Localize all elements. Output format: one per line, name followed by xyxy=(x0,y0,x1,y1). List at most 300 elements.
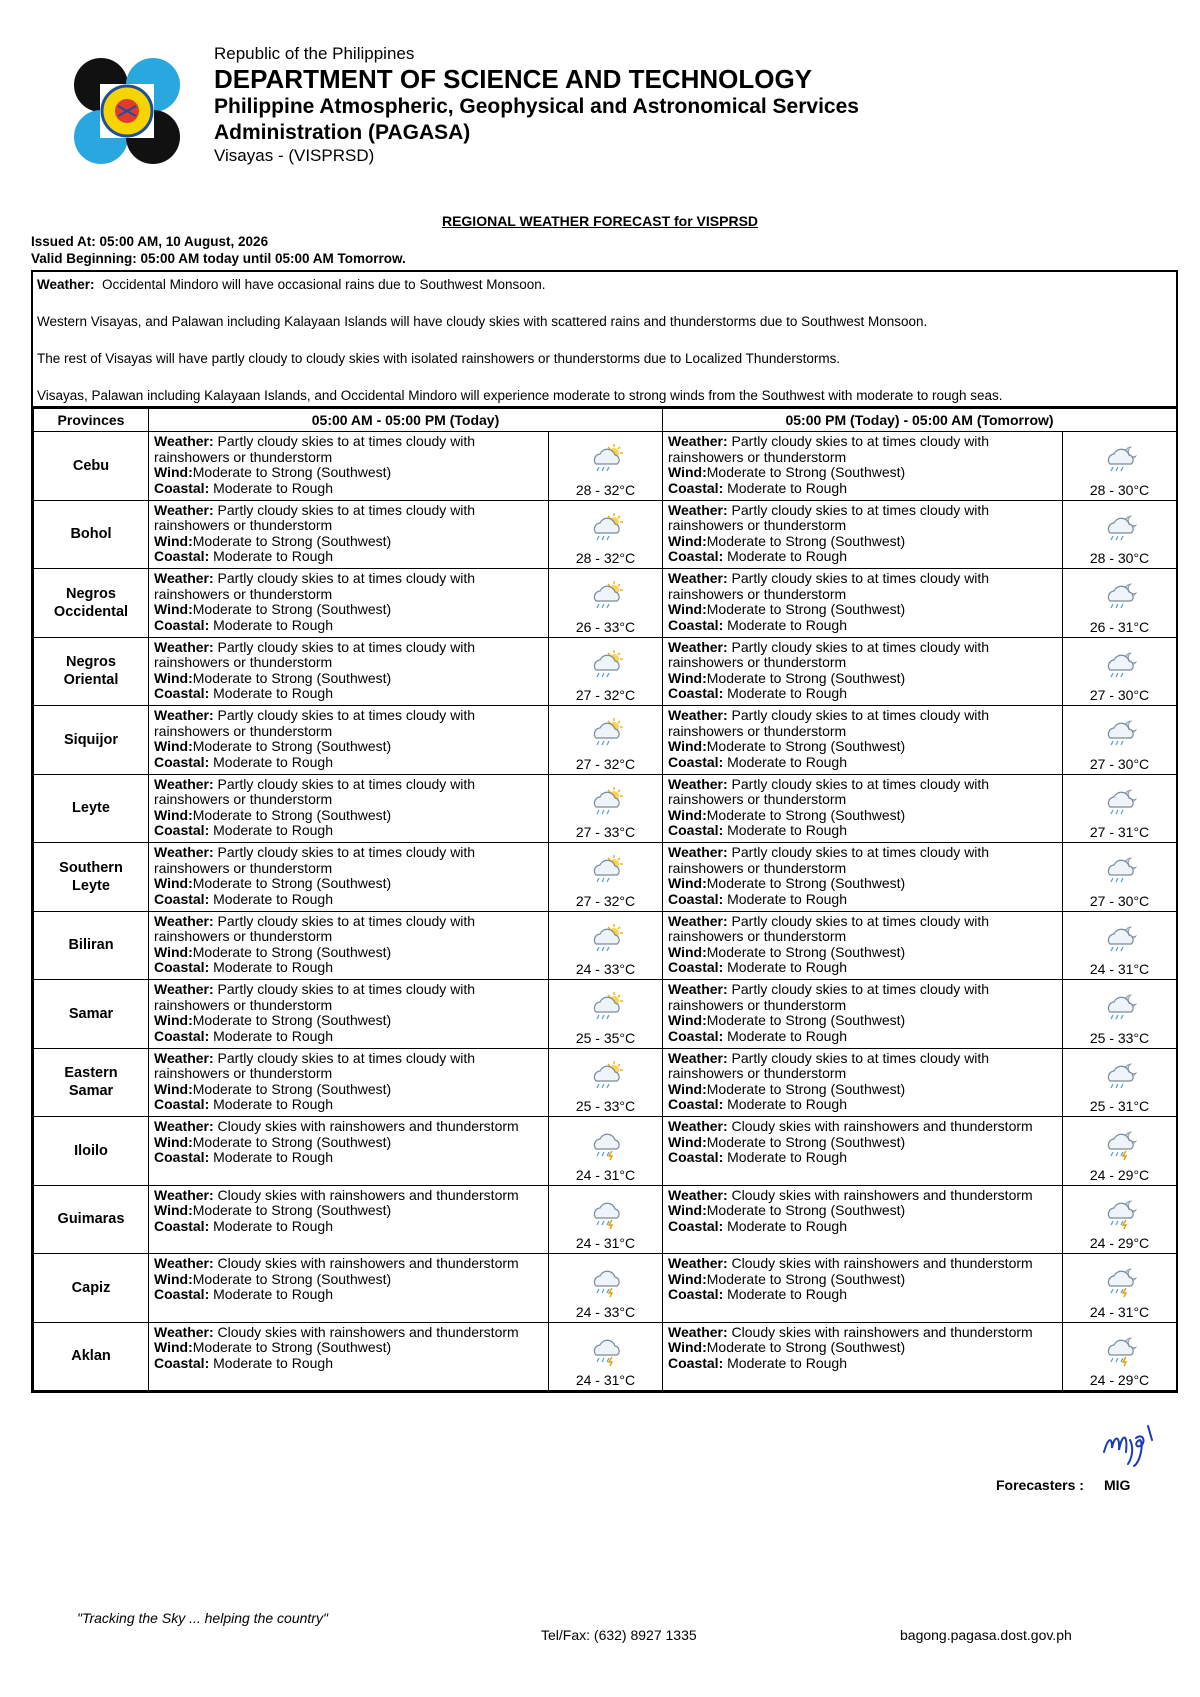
today-forecast-cell xyxy=(149,637,549,706)
coastal-text: Moderate to Rough xyxy=(213,959,333,975)
coastal-label: Coastal: xyxy=(154,1354,210,1371)
province-label: Southern Leyte xyxy=(59,859,123,894)
wind-label: Wind: xyxy=(154,1080,193,1097)
weather-label: Weather: xyxy=(154,1049,214,1066)
weather-icon-cell xyxy=(549,843,663,912)
wind-text: Moderate to Strong (Southwest) xyxy=(192,601,392,617)
weather-icon-cell xyxy=(1063,843,1177,912)
weather-icon-cell xyxy=(549,1185,663,1254)
coastal-text: Moderate to Rough xyxy=(727,685,847,701)
forecasters-value: MIG xyxy=(1103,1477,1131,1493)
wind-label: Wind: xyxy=(154,464,193,480)
temperature-range: 28 - 32°C xyxy=(575,481,636,498)
temperature-range: 25 - 33°C xyxy=(575,1098,636,1114)
synopsis-line-4: Visayas, Palawan including Kalayaan Islands, and Occidental Mindoro will experience moderate to strong winds from the Southwest with moderate to rough seas. xyxy=(37,388,1003,403)
temperature-range: 26 - 31°C xyxy=(1089,618,1150,635)
forecast-table xyxy=(33,408,1177,1391)
coastal-text: Moderate to Rough xyxy=(727,1354,847,1371)
weather-icon-cell xyxy=(549,432,663,501)
temperature-range: 24 - 29°C xyxy=(1089,1166,1150,1183)
weather-label: Weather: xyxy=(668,501,728,518)
synopsis-line-1 xyxy=(37,276,1172,293)
today-forecast-cell xyxy=(149,980,549,1049)
weather-label: Weather: xyxy=(154,638,214,655)
wind-label: Wind: xyxy=(154,601,193,617)
wind-label: Wind: xyxy=(154,875,193,891)
cloudy-rain-thunder-icon xyxy=(587,1333,625,1367)
weather-text: Cloudy skies with rainshowers and thunderstorm xyxy=(217,1323,519,1340)
coastal-text: Moderate to Rough xyxy=(213,890,333,907)
col-header-today: 05:00 AM - 05:00 PM (Today) xyxy=(149,409,663,432)
weather-icon-cell xyxy=(549,569,663,638)
province-name xyxy=(34,774,149,843)
today-forecast-cell xyxy=(149,500,549,569)
weather-text: Partly cloudy skies to at times cloudy with rainshowers or thunderstorm xyxy=(154,433,476,465)
weather-text: Partly cloudy skies to at times cloudy with rainshowers or thunderstorm xyxy=(154,707,476,739)
wind-label: Wind: xyxy=(154,669,193,686)
table-row xyxy=(34,500,1177,569)
coastal-label: Coastal: xyxy=(668,753,724,770)
weather-icon-cell xyxy=(549,637,663,706)
table-row xyxy=(34,432,1177,501)
province-name xyxy=(34,843,149,912)
weather-label: Weather: xyxy=(668,775,728,792)
province-label: Aklan xyxy=(71,1348,111,1365)
province-name xyxy=(34,1322,149,1391)
weather-text: Partly cloudy skies to at times cloudy with rainshowers or thunderstorm xyxy=(668,981,990,1013)
weather-label: Weather: xyxy=(668,433,728,449)
coastal-label: Coastal: xyxy=(154,548,210,564)
weather-icon-cell xyxy=(549,1322,663,1391)
weather-icon-cell xyxy=(1063,1185,1177,1254)
weather-label: Weather: xyxy=(154,433,214,449)
coastal-label: Coastal: xyxy=(668,548,724,564)
region-name: Visayas - (VISPRSD) xyxy=(214,146,375,165)
wind-text: Moderate to Strong (Southwest) xyxy=(192,1270,392,1287)
weather-text: Partly cloudy skies to at times cloudy with rainshowers or thunderstorm xyxy=(154,638,476,670)
wind-text: Moderate to Strong (Southwest) xyxy=(706,1133,906,1150)
coastal-label: Coastal: xyxy=(154,1096,210,1112)
province-name xyxy=(34,637,149,706)
partly-cloudy-night-rain-icon xyxy=(1101,511,1139,545)
wind-label: Wind: xyxy=(668,1133,707,1150)
coastal-label: Coastal: xyxy=(668,822,724,838)
wind-label: Wind: xyxy=(668,601,707,617)
coastal-label: Coastal: xyxy=(668,1286,724,1302)
temperature-range: 24 - 31°C xyxy=(575,1372,636,1388)
weather-text: Partly cloudy skies to at times cloudy with rainshowers or thunderstorm xyxy=(668,912,990,944)
coastal-label: Coastal: xyxy=(668,890,724,907)
temperature-range: 27 - 31°C xyxy=(1089,824,1150,840)
temperature-range: 24 - 33°C xyxy=(575,1303,636,1320)
weather-text: Partly cloudy skies to at times cloudy with rainshowers or thunderstorm xyxy=(154,775,476,807)
temperature-range: 28 - 30°C xyxy=(1089,481,1150,498)
temperature-range: 27 - 30°C xyxy=(1089,687,1150,703)
wind-label: Wind: xyxy=(668,532,707,549)
weather-icon-cell xyxy=(1063,1322,1177,1391)
coastal-text: Moderate to Rough xyxy=(213,685,333,701)
weather-text: Partly cloudy skies to at times cloudy with rainshowers or thunderstorm xyxy=(154,844,476,876)
coastal-label: Coastal: xyxy=(668,1027,724,1044)
wind-text: Moderate to Strong (Southwest) xyxy=(192,806,392,823)
coastal-text: Moderate to Rough xyxy=(727,822,847,838)
cloudy-night-rain-thunder-icon xyxy=(1101,1127,1139,1161)
coastal-label: Coastal: xyxy=(154,753,210,770)
wind-label: Wind: xyxy=(668,875,707,891)
coastal-label: Coastal: xyxy=(154,822,210,838)
wind-text: Moderate to Strong (Southwest) xyxy=(706,464,906,480)
coastal-text: Moderate to Rough xyxy=(213,1027,333,1044)
wind-label: Wind: xyxy=(668,1339,707,1355)
website-link[interactable]: bagong.pagasa.dost.gov.ph xyxy=(900,1627,1072,1643)
coastal-text: Moderate to Rough xyxy=(213,1217,333,1234)
wind-text: Moderate to Strong (Southwest) xyxy=(192,532,392,549)
wind-text: Moderate to Strong (Southwest) xyxy=(706,532,906,549)
cloudy-rain-thunder-icon xyxy=(587,1127,625,1161)
weather-icon-cell xyxy=(1063,774,1177,843)
weather-icon-cell xyxy=(1063,706,1177,775)
weather-text: Cloudy skies with rainshowers and thunderstorm xyxy=(731,1118,1033,1134)
wind-label: Wind: xyxy=(154,1339,193,1355)
province-label: Biliran xyxy=(68,937,114,954)
coastal-text: Moderate to Rough xyxy=(213,822,333,838)
province-name xyxy=(34,1254,149,1323)
weather-label: Weather: xyxy=(154,570,214,586)
partly-cloudy-day-rain-icon xyxy=(587,442,625,476)
wind-text: Moderate to Strong (Southwest) xyxy=(192,1339,392,1355)
col-header-tonight: 05:00 PM (Today) - 05:00 AM (Tomorrow) xyxy=(663,409,1177,432)
province-name xyxy=(34,500,149,569)
province-name xyxy=(34,569,149,638)
province-label: Capiz xyxy=(71,1279,111,1296)
weather-label: Weather: xyxy=(668,1186,728,1203)
coastal-label: Coastal: xyxy=(668,1096,724,1112)
coastal-label: Coastal: xyxy=(154,616,210,633)
weather-text: Partly cloudy skies to at times cloudy with rainshowers or thunderstorm xyxy=(154,912,476,944)
cloudy-night-rain-thunder-icon xyxy=(1101,1196,1139,1230)
wind-label: Wind: xyxy=(668,464,707,480)
weather-text: Partly cloudy skies to at times cloudy with rainshowers or thunderstorm xyxy=(668,638,990,670)
weather-icon-cell xyxy=(1063,637,1177,706)
partly-cloudy-night-rain-icon xyxy=(1101,785,1139,819)
coastal-label: Coastal: xyxy=(668,685,724,701)
col-header-provinces: Provinces xyxy=(34,409,149,432)
wind-text: Moderate to Strong (Southwest) xyxy=(192,1133,392,1150)
coastal-text: Moderate to Rough xyxy=(727,616,847,633)
province-label: Cebu xyxy=(72,457,110,474)
wind-text: Moderate to Strong (Southwest) xyxy=(706,943,906,960)
coastal-label: Coastal: xyxy=(154,1217,210,1234)
coastal-label: Coastal: xyxy=(668,616,724,633)
table-row xyxy=(34,774,1177,843)
weather-icon-cell xyxy=(1063,500,1177,569)
weather-label: Weather: xyxy=(668,1118,728,1134)
wind-text: Moderate to Strong (Southwest) xyxy=(192,875,392,891)
synopsis-line-3: The rest of Visayas will have partly cloudy to cloudy skies with isolated rainshowers or thunderstorms due to Localized Thunderstorms. xyxy=(37,351,841,366)
province-label: Samar xyxy=(68,1005,114,1022)
tonight-forecast-cell xyxy=(663,980,1063,1049)
today-forecast-cell xyxy=(149,1117,549,1186)
temperature-range: 24 - 31°C xyxy=(575,1166,636,1183)
temperature-range: 25 - 31°C xyxy=(1089,1098,1150,1114)
partly-cloudy-night-rain-icon xyxy=(1101,442,1139,476)
partly-cloudy-night-rain-icon xyxy=(1101,922,1139,956)
coastal-text: Moderate to Rough xyxy=(727,959,847,975)
temperature-range: 26 - 33°C xyxy=(575,618,636,635)
wind-text: Moderate to Strong (Southwest) xyxy=(192,464,392,480)
weather-icon-cell xyxy=(1063,1048,1177,1117)
weather-label: Weather: xyxy=(154,912,214,929)
partly-cloudy-night-rain-icon xyxy=(1101,1059,1139,1093)
weather-text: Partly cloudy skies to at times cloudy with rainshowers or thunderstorm xyxy=(154,981,476,1013)
temperature-range: 24 - 31°C xyxy=(575,1235,636,1251)
wind-label: Wind: xyxy=(154,1270,193,1287)
wind-label: Wind: xyxy=(154,806,193,823)
synopsis-text-1: Occidental Mindoro will have occasional rains due to Southwest Monsoon. xyxy=(102,277,546,292)
wind-text: Moderate to Strong (Southwest) xyxy=(706,738,906,754)
province-name xyxy=(34,1117,149,1186)
table-row xyxy=(34,911,1177,980)
weather-label: Weather: xyxy=(668,981,728,997)
province-label: Negros Oriental xyxy=(63,654,119,689)
today-forecast-cell xyxy=(149,569,549,638)
province-label: Iloilo xyxy=(74,1142,108,1159)
weather-text: Partly cloudy skies to at times cloudy with rainshowers or thunderstorm xyxy=(668,707,990,739)
weather-icon-cell xyxy=(549,774,663,843)
tonight-forecast-cell xyxy=(663,1185,1063,1254)
wind-text: Moderate to Strong (Southwest) xyxy=(192,1202,392,1218)
forecast-box xyxy=(31,270,1178,1393)
weather-label: Weather: xyxy=(668,844,728,860)
tonight-forecast-cell xyxy=(663,843,1063,912)
tonight-forecast-cell xyxy=(663,637,1063,706)
weather-icon-cell xyxy=(1063,980,1177,1049)
weather-label: Weather: xyxy=(668,570,728,586)
forecast-title: REGIONAL WEATHER FORECAST for VISPRSD xyxy=(441,213,759,229)
table-row xyxy=(34,843,1177,912)
tagline: "Tracking the Sky ... helping the country" xyxy=(77,1610,328,1626)
tonight-forecast-cell xyxy=(663,500,1063,569)
tonight-forecast-cell xyxy=(663,569,1063,638)
weather-text: Partly cloudy skies to at times cloudy with rainshowers or thunderstorm xyxy=(668,844,990,876)
wind-text: Moderate to Strong (Southwest) xyxy=(706,806,906,823)
weather-label: Weather: xyxy=(154,707,214,723)
temperature-range: 27 - 32°C xyxy=(575,687,636,703)
cloudy-night-rain-thunder-icon xyxy=(1101,1264,1139,1298)
weather-icon-cell xyxy=(549,1254,663,1323)
tonight-forecast-cell xyxy=(663,1117,1063,1186)
table-row xyxy=(34,1322,1177,1391)
partly-cloudy-night-rain-icon xyxy=(1101,716,1139,750)
weather-label: Weather: xyxy=(668,1255,728,1271)
coastal-text: Moderate to Rough xyxy=(727,1096,847,1112)
wind-label: Wind: xyxy=(154,1202,193,1218)
weather-text: Cloudy skies with rainshowers and thunderstorm xyxy=(731,1255,1033,1271)
partly-cloudy-day-rain-icon xyxy=(587,785,625,819)
table-row xyxy=(34,980,1177,1049)
today-forecast-cell xyxy=(149,774,549,843)
coastal-text: Moderate to Rough xyxy=(213,616,333,633)
department-name: DEPARTMENT OF SCIENCE AND TECHNOLOGY xyxy=(214,64,813,94)
temperature-range: 25 - 33°C xyxy=(1089,1029,1150,1046)
table-row xyxy=(34,1185,1177,1254)
weather-icon-cell xyxy=(1063,911,1177,980)
coastal-text: Moderate to Rough xyxy=(727,1027,847,1044)
weather-text: Partly cloudy skies to at times cloudy with rainshowers or thunderstorm xyxy=(154,501,476,533)
wind-label: Wind: xyxy=(668,738,707,754)
weather-label: Weather: xyxy=(668,638,728,655)
partly-cloudy-night-rain-icon xyxy=(1101,648,1139,682)
coastal-label: Coastal: xyxy=(154,890,210,907)
temperature-range: 27 - 32°C xyxy=(575,892,636,909)
wind-text: Moderate to Strong (Southwest) xyxy=(706,875,906,891)
weather-icon-cell xyxy=(549,706,663,775)
coastal-label: Coastal: xyxy=(154,1027,210,1044)
temperature-range: 24 - 33°C xyxy=(575,961,636,977)
partly-cloudy-night-rain-icon xyxy=(1101,579,1139,613)
partly-cloudy-day-rain-icon xyxy=(587,716,625,750)
partly-cloudy-day-rain-icon xyxy=(587,1059,625,1093)
table-row xyxy=(34,1048,1177,1117)
wind-text: Moderate to Strong (Southwest) xyxy=(192,669,392,686)
coastal-text: Moderate to Rough xyxy=(727,1149,847,1165)
weather-text: Cloudy skies with rainshowers and thunderstorm xyxy=(731,1186,1033,1203)
wind-label: Wind: xyxy=(154,532,193,549)
province-label: Siquijor xyxy=(64,731,118,748)
table-row xyxy=(34,706,1177,775)
coastal-text: Moderate to Rough xyxy=(727,479,847,496)
wind-label: Wind: xyxy=(668,806,707,823)
tonight-forecast-cell xyxy=(663,911,1063,980)
table-row xyxy=(34,1117,1177,1186)
wind-label: Wind: xyxy=(154,943,193,960)
wind-label: Wind: xyxy=(668,669,707,686)
partly-cloudy-night-rain-icon xyxy=(1101,990,1139,1024)
wind-text: Moderate to Strong (Southwest) xyxy=(706,601,906,617)
wind-text: Moderate to Strong (Southwest) xyxy=(706,1080,906,1097)
weather-label: Weather: xyxy=(668,912,728,929)
today-forecast-cell xyxy=(149,1322,549,1391)
coastal-text: Moderate to Rough xyxy=(727,1286,847,1302)
weather-label: Weather: xyxy=(154,1186,214,1203)
province-name xyxy=(34,980,149,1049)
province-label: Leyte xyxy=(72,800,110,817)
partly-cloudy-day-rain-icon xyxy=(587,579,625,613)
coastal-text: Moderate to Rough xyxy=(213,1096,333,1112)
weather-text: Partly cloudy skies to at times cloudy with rainshowers or thunderstorm xyxy=(668,501,990,533)
cloudy-rain-thunder-icon xyxy=(587,1264,625,1298)
temperature-range: 27 - 33°C xyxy=(575,824,636,840)
republic-line: Republic of the Philippines xyxy=(214,44,415,63)
weather-label: Weather: xyxy=(668,1323,728,1340)
weather-icon-cell xyxy=(1063,432,1177,501)
weather-text: Cloudy skies with rainshowers and thunderstorm xyxy=(217,1255,519,1271)
province-label: Bohol xyxy=(70,526,112,543)
issue-info xyxy=(31,233,406,267)
partly-cloudy-day-rain-icon xyxy=(587,648,625,682)
wind-label: Wind: xyxy=(154,1133,193,1150)
weather-label: Weather: xyxy=(154,775,214,792)
temperature-range: 24 - 29°C xyxy=(1089,1372,1150,1388)
today-forecast-cell xyxy=(149,1254,549,1323)
weather-label: Weather: xyxy=(154,981,214,997)
today-forecast-cell xyxy=(149,706,549,775)
tonight-forecast-cell xyxy=(663,774,1063,843)
temperature-range: 28 - 32°C xyxy=(575,550,636,566)
tonight-forecast-cell xyxy=(663,706,1063,775)
wind-text: Moderate to Strong (Southwest) xyxy=(706,1339,906,1355)
coastal-label: Coastal: xyxy=(154,959,210,975)
weather-text: Cloudy skies with rainshowers and thunderstorm xyxy=(731,1323,1033,1340)
weather-icon-cell xyxy=(549,500,663,569)
wind-text: Moderate to Strong (Southwest) xyxy=(706,1270,906,1287)
partly-cloudy-night-rain-icon xyxy=(1101,853,1139,887)
coastal-label: Coastal: xyxy=(668,1217,724,1234)
table-row xyxy=(34,569,1177,638)
weather-text: Partly cloudy skies to at times cloudy with rainshowers or thunderstorm xyxy=(668,433,990,465)
wind-text: Moderate to Strong (Southwest) xyxy=(706,1012,906,1028)
province-label: Eastern Samar xyxy=(64,1065,118,1100)
temperature-range: 27 - 30°C xyxy=(1089,892,1150,909)
today-forecast-cell xyxy=(149,843,549,912)
tonight-forecast-cell xyxy=(663,432,1063,501)
today-forecast-cell xyxy=(149,1048,549,1117)
weather-text: Partly cloudy skies to at times cloudy with rainshowers or thunderstorm xyxy=(668,1049,990,1081)
coastal-text: Moderate to Rough xyxy=(727,890,847,907)
temperature-range: 27 - 32°C xyxy=(575,755,636,772)
wind-label: Wind: xyxy=(668,1080,707,1097)
wind-label: Wind: xyxy=(668,943,707,960)
coastal-label: Coastal: xyxy=(154,1149,210,1165)
partly-cloudy-day-rain-icon xyxy=(587,511,625,545)
coastal-label: Coastal: xyxy=(668,1354,724,1371)
wind-label: Wind: xyxy=(668,1270,707,1287)
coastal-label: Coastal: xyxy=(668,959,724,975)
weather-icon-cell xyxy=(549,911,663,980)
temperature-range: 24 - 31°C xyxy=(1089,1303,1150,1320)
weather-label: Weather: xyxy=(154,1118,214,1134)
coastal-text: Moderate to Rough xyxy=(727,753,847,770)
weather-icon-cell xyxy=(549,980,663,1049)
pagasa-logo xyxy=(74,58,180,164)
province-name xyxy=(34,1185,149,1254)
tonight-forecast-cell xyxy=(663,1048,1063,1117)
weather-label: Weather: xyxy=(154,501,214,518)
wind-text: Moderate to Strong (Southwest) xyxy=(192,1012,392,1028)
province-name xyxy=(34,432,149,501)
valid-period: Valid Beginning: 05:00 AM today until 05:00 AM Tomorrow. xyxy=(31,251,406,266)
coastal-text: Moderate to Rough xyxy=(213,1286,333,1302)
temperature-range: 24 - 31°C xyxy=(1089,961,1150,977)
table-row xyxy=(34,1254,1177,1323)
weather-icon-cell xyxy=(549,1117,663,1186)
wind-text: Moderate to Strong (Southwest) xyxy=(192,943,392,960)
temperature-range: 28 - 30°C xyxy=(1089,550,1150,566)
agency-name-line1: Philippine Atmospheric, Geophysical and Astronomical Services xyxy=(214,95,859,118)
coastal-text: Moderate to Rough xyxy=(727,1217,847,1234)
forecaster-signature xyxy=(1100,1418,1160,1468)
tonight-forecast-cell xyxy=(663,1254,1063,1323)
forecasters xyxy=(996,1477,1130,1493)
province-label: Negros Occidental xyxy=(53,585,129,620)
wind-text: Moderate to Strong (Southwest) xyxy=(706,1202,906,1218)
weather-label: Weather: xyxy=(154,844,214,860)
today-forecast-cell xyxy=(149,432,549,501)
letterhead xyxy=(74,44,974,184)
temperature-range: 25 - 35°C xyxy=(575,1029,636,1046)
weather-label: Weather: xyxy=(154,1255,214,1271)
weather-text: Partly cloudy skies to at times cloudy with rainshowers or thunderstorm xyxy=(154,570,476,602)
